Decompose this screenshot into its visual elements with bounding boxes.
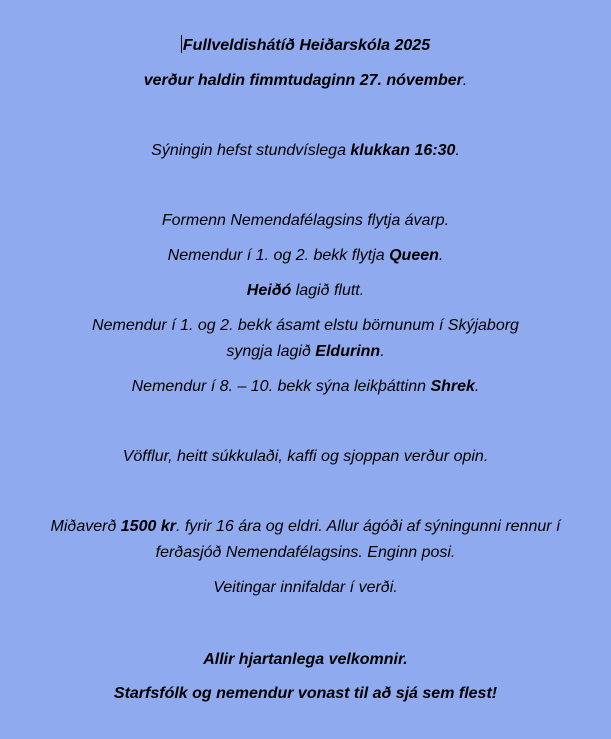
closing-line [0,684,611,704]
closing-text: Starfsfólk og nemendur vonast til að sjá sem flest! [113,685,498,702]
start-time-bold: klukkan 16:30 [350,142,456,159]
text-cursor [181,35,182,53]
program-item-shrek-period: . [474,378,480,395]
program-item-eldurinn-line1-text: Nemendur í 1. og 2. bekk ásamt elstu börnunum í Skýjaborg [92,317,519,334]
program-item-eldurinn-bold: Eldurinn [315,343,381,360]
refreshments-line [0,447,611,467]
included-text: Veitingar innifaldar í verði. [213,579,398,596]
program-item-heido-bold: Heiðó [246,282,292,299]
ticket-price-line2 [0,543,611,563]
ticket-price-post: . fyrir 16 ára og eldri. Allur ágóði af sýningunni rennur í [175,518,561,535]
program-item-shrek [0,377,611,397]
refreshments-text: Vöfflur, heitt súkkulaði, kaffi og sjoppan verður opin. [122,448,489,465]
welcome-line [0,650,611,670]
ticket-price-bold: 1500 kr [120,518,176,535]
program-item-eldurinn-line2-text: syngja lagið [226,343,316,360]
start-time-period: . [455,142,460,159]
event-date-line [0,71,611,91]
start-time-line [0,141,611,161]
event-title [0,35,611,56]
program-item-queen-bold: Queen [389,247,439,264]
program-item-shrek-bold: Shrek [430,378,475,395]
included-line [0,578,611,598]
event-title-text: Fullveldishátíð Heiðarskóla 2025 [182,37,431,54]
start-time-text: Sýningin hefst stundvíslega [151,142,351,159]
welcome-text: Allir hjartanlega velkomnir. [203,651,408,668]
ticket-price-pre: Miðaverð [50,518,121,535]
program-item-heido-text: lagið flutt. [291,282,365,299]
program-item-queen-text: Nemendur í 1. og 2. bekk flytja [167,247,390,264]
program-item-address [0,211,611,231]
event-date-text: verður haldin fimmtudaginn 27. nóvember [143,72,463,89]
ticket-price-line1 [0,517,611,537]
event-date-period: . [462,72,468,89]
program-item-queen [0,246,611,266]
program-item-eldurinn-line2 [0,342,611,362]
program-item-eldurinn-period: . [380,343,385,360]
program-item-eldurinn-line1 [0,316,611,336]
program-item-shrek-text: Nemendur í 8. – 10. bekk sýna leikþáttinn [131,378,431,395]
program-item-queen-period: . [438,247,444,264]
program-item-heido [0,281,611,301]
program-item-address-text: Formenn Nemendafélagsins flytja ávarp. [161,212,450,229]
ticket-price-line2-text: ferðasjóð Nemendafélagsins. Enginn posi. [155,544,456,561]
